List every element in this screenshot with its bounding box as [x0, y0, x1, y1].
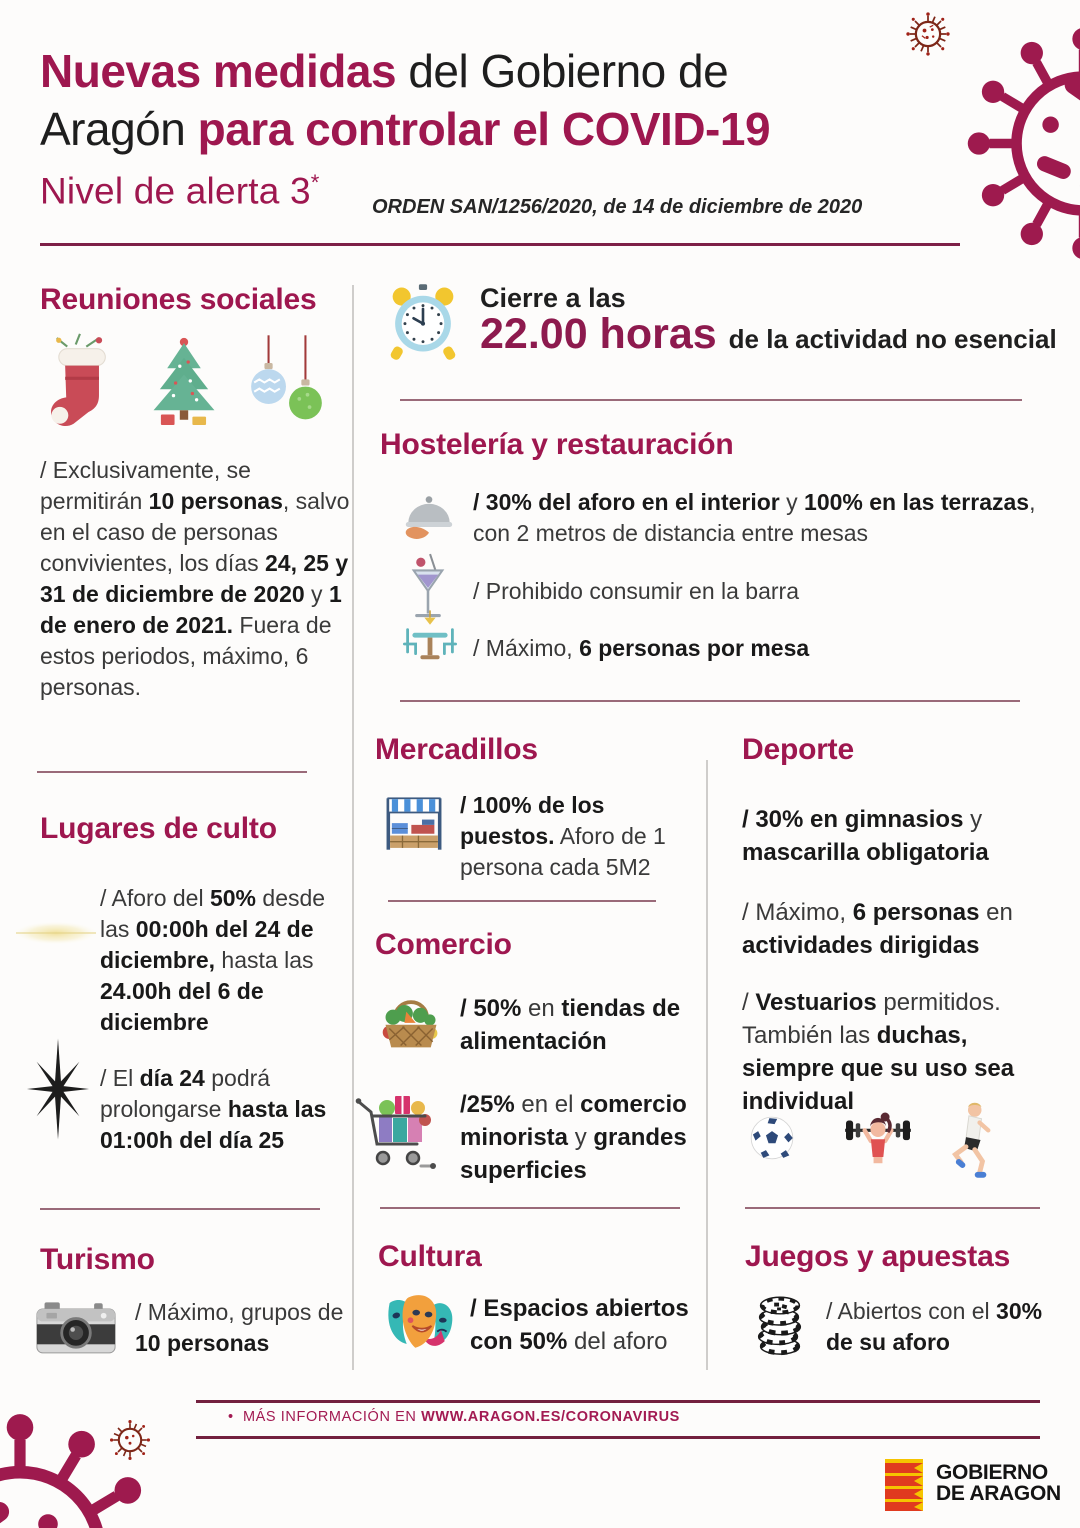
closure-suffix: de la actividad no esencial [728, 324, 1057, 354]
section-title-turismo: Turismo [40, 1243, 155, 1276]
divider [400, 399, 1022, 401]
aragon-flag-icon [884, 1458, 926, 1512]
divider [40, 1208, 320, 1210]
section-title-comercio: Comercio [375, 928, 512, 961]
soccer-ball-icon [746, 1112, 798, 1164]
candle-glow-icon [10, 908, 102, 958]
header-rule [40, 243, 960, 246]
food-basket-icon [378, 990, 444, 1052]
cultura-item: / Espacios abiertos con 50% del aforo [470, 1295, 689, 1355]
christmas-tree-icon [142, 333, 226, 433]
government-logo [936, 1462, 1061, 1504]
poker-chips-icon [752, 1290, 808, 1358]
divider [380, 1207, 680, 1209]
section-title-reuniones: Reuniones sociales [40, 283, 317, 316]
title-accent-2: para controlar el COVID-19 [197, 103, 771, 155]
section-title-cultura: Cultura [378, 1240, 482, 1273]
section-title-culto: Lugares de culto [40, 812, 277, 845]
ornaments-icon [246, 335, 328, 433]
comercio-item-2: /25% en el comercio minorista y grandes superficies [460, 1091, 687, 1184]
title-accent-1: Nuevas medidas [40, 45, 397, 97]
footer-rule-top [196, 1400, 1040, 1403]
hosteleria-item-1: / 30% del aforo en el interior y 100% en las terrazas, con 2 metros de distancia entre mesas [473, 489, 1036, 546]
alert-level: Nivel de alerta 3* [40, 170, 320, 212]
mercadillos-item: / 100% de los puestos. Aforo de 1 persona cada 5M2 [460, 792, 666, 880]
logo-line-1: GOBIERNO [936, 1461, 1048, 1484]
hosteleria-item-3: / Máximo, 6 personas por mesa [473, 635, 810, 661]
section-title-mercadillos: Mercadillos [375, 733, 538, 766]
deporte-item-1: / 30% en gimnasios y mascarilla obligatoria [742, 806, 989, 866]
divider [745, 1207, 1040, 1209]
shopping-cart-icon [355, 1085, 439, 1175]
christmas-stocking-icon [44, 330, 118, 434]
closure-line1: Cierre a las [480, 283, 626, 313]
weightlifter-icon [838, 1105, 918, 1177]
theater-masks-icon [382, 1286, 458, 1362]
footer-rule-bottom [196, 1436, 1040, 1439]
turismo-item: / Máximo, grupos de 10 personas [135, 1299, 344, 1356]
title-plain-2: Aragón [40, 103, 198, 155]
column-divider-left [352, 285, 354, 1370]
bullet: • [228, 1409, 234, 1425]
section-title-juegos: Juegos y apuestas [745, 1240, 1011, 1273]
deporte-item-3: / Vestuarios permitidos. También las duchas, siempre que su uso sea individual [742, 989, 1015, 1115]
section-title-hosteleria: Hostelería y restauración [380, 428, 734, 461]
comercio-item-1: / 50% en tiendas de alimentación [460, 995, 681, 1055]
divider [388, 900, 656, 902]
order-reference: ORDEN SAN/1256/2020, de 14 de diciembre de 2020 [372, 196, 863, 218]
hosteleria-item-2: / Prohibido consumir en la barra [473, 578, 799, 604]
alarm-clock-icon [382, 280, 464, 364]
market-stall-icon [383, 793, 445, 855]
deporte-item-2: / Máximo, 6 personas en actividades dirigidas [742, 899, 1013, 959]
column-divider-right [706, 760, 708, 1370]
footer-url: WWW.ARAGON.ES/CORONAVIRUS [421, 1409, 680, 1425]
camera-icon [35, 1300, 117, 1360]
reuniones-body: / Exclusivamente, se permitirán 10 personas, salvo en el caso de personas convivientes, los días 24, 25 y 31 de diciembre de 2020 y 1 de enero de 2021. Fuera de estos periodos, máximo, 6 personas. [40, 457, 350, 700]
star-sparkle-icon [24, 1035, 92, 1143]
virus-small-icon [106, 1416, 154, 1464]
divider [400, 700, 1020, 702]
closure-time: 22.00 horas [480, 310, 717, 358]
page-title [40, 42, 770, 158]
closure-line2 [480, 310, 1057, 359]
juegos-item: / Abiertos con el 30% de su aforo [826, 1298, 1043, 1355]
virus-large-icon [966, 26, 1080, 261]
table-chairs-icon [398, 608, 462, 672]
food-cloche-icon [400, 488, 458, 546]
culto-item-2: / El día 24 podrá prolongarse hasta las 01:00h del día 25 [100, 1065, 327, 1153]
alert-asterisk: * [310, 170, 320, 195]
runner-icon [938, 1098, 996, 1182]
section-title-deporte: Deporte [742, 733, 854, 766]
footer-info: • MÁS INFORMACIÓN EN WWW.ARAGON.ES/CORONAVIRUS [228, 1409, 680, 1425]
divider [37, 771, 307, 773]
culto-item-1: / Aforo del 50% desde las 00:00h del 24 de diciembre, hasta las 24.00h del 6 de diciembre [100, 885, 326, 1035]
virus-small-icon [902, 8, 954, 60]
logo-line-2: DE ARAGON [936, 1482, 1061, 1505]
title-plain-1: del Gobierno de [396, 45, 729, 97]
